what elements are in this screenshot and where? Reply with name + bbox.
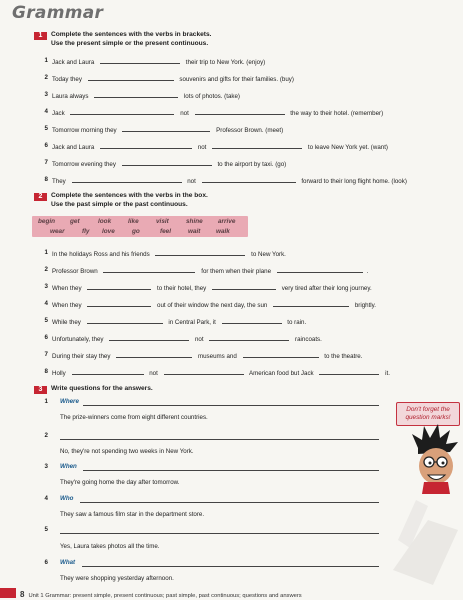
answer-blank[interactable]	[87, 283, 151, 290]
verb-word-box	[32, 216, 248, 237]
item-text: not	[194, 336, 204, 343]
item-number: 3	[44, 283, 48, 290]
item-number: 2	[44, 432, 48, 439]
answer-blank[interactable]	[72, 368, 144, 375]
item-text: to the airport by taxi. (go)	[217, 161, 287, 168]
item-text: Jack and Laura	[52, 144, 95, 151]
ex1-item-7	[40, 159, 286, 169]
item-text: When they	[52, 285, 82, 292]
answer-text: They were shopping yesterday afternoon.	[60, 575, 174, 582]
item-text: not	[149, 370, 158, 377]
footer-text: Unit 1 Grammar: present simple, present continuous; past simple, past continuous; questions and answers	[28, 593, 302, 599]
item-number: 2	[44, 266, 48, 273]
ex2-item-5	[40, 317, 306, 327]
answer-blank[interactable]	[70, 108, 174, 115]
box-word: like	[128, 218, 139, 225]
item-text: museums and	[197, 353, 237, 360]
question-line[interactable]	[82, 566, 379, 567]
page-title: Grammar	[12, 3, 104, 23]
exercise-2-instruction-2: Use the past simple or the past continuous.	[51, 200, 188, 208]
question-line[interactable]	[80, 502, 379, 503]
question-line[interactable]	[60, 533, 379, 534]
item-number: 1	[44, 249, 48, 256]
exercise-1-instruction-1: Complete the sentences with the verbs in brackets.	[51, 31, 212, 38]
item-text: Professor Brown	[52, 268, 98, 275]
item-number: 6	[44, 559, 48, 566]
answer-blank[interactable]	[100, 57, 180, 64]
answer-blank[interactable]	[122, 125, 210, 132]
question-word: Who	[60, 495, 74, 502]
answer-blank[interactable]	[116, 351, 192, 358]
answer-blank[interactable]	[103, 266, 195, 273]
answer-text: No, they're not spending two weeks in New York.	[60, 448, 194, 455]
item-text: Holly	[52, 370, 66, 377]
item-text: to leave New York yet. (want)	[307, 144, 388, 151]
box-word: begin	[38, 218, 56, 225]
footer-marker	[0, 588, 16, 598]
box-word: go	[132, 228, 140, 235]
answer-blank[interactable]	[209, 334, 289, 341]
answer-text: They're going home the day after tomorrow.	[60, 479, 180, 486]
exercise-1-instruction-2: Use the present simple or the present continuous.	[51, 39, 209, 47]
answer-blank[interactable]	[273, 300, 349, 307]
item-number: 8	[44, 368, 48, 375]
item-number: 6	[44, 142, 48, 149]
answer-blank[interactable]	[212, 142, 302, 149]
item-text: very tired after their long journey.	[281, 285, 372, 292]
item-number: 7	[44, 351, 48, 358]
item-number: 6	[44, 334, 48, 341]
ex2-item-1	[40, 249, 286, 259]
answer-blank[interactable]	[109, 334, 189, 341]
box-word: get	[70, 218, 80, 225]
question-line[interactable]	[83, 470, 379, 471]
answer-text: Yes, Laura takes photos all the time.	[60, 543, 160, 550]
item-number: 1	[44, 57, 48, 64]
ex2-item-6	[40, 334, 322, 344]
ex2-item-3	[40, 283, 372, 293]
item-number: 2	[44, 74, 48, 81]
ex1-item-5	[40, 125, 283, 135]
ex1-item-6	[40, 142, 388, 152]
item-text: for them when their plane	[201, 268, 272, 275]
item-text: their trip to New York. (enjoy)	[185, 59, 266, 66]
item-text: brightly.	[354, 302, 377, 309]
question-line[interactable]	[83, 405, 379, 406]
item-text: During their stay they	[52, 353, 111, 360]
box-word: love	[102, 228, 115, 235]
answer-blank[interactable]	[243, 351, 319, 358]
item-text: to rain.	[287, 319, 307, 326]
exercise-2-heading	[51, 192, 208, 209]
exercise-3-heading: Write questions for the answers.	[51, 385, 153, 392]
ex1-item-1	[40, 57, 265, 67]
answer-blank[interactable]	[277, 266, 363, 273]
box-word: wear	[50, 228, 65, 235]
answer-blank[interactable]	[202, 176, 296, 183]
page-footer	[20, 590, 302, 599]
page-number: 8	[20, 590, 25, 599]
exercise-1-heading	[51, 31, 212, 48]
ex2-item-8	[40, 368, 390, 378]
item-number: 4	[44, 495, 48, 502]
answer-blank[interactable]	[100, 142, 192, 149]
item-text: Tomorrow morning they	[52, 127, 117, 134]
item-text: Today they	[52, 76, 82, 83]
item-text: American food but Jack	[248, 370, 314, 377]
answer-text: The prize-winners come from eight different countries.	[60, 414, 208, 421]
question-word: When	[60, 463, 77, 470]
item-number: 1	[44, 398, 48, 405]
answer-blank[interactable]	[164, 368, 244, 375]
exercise-2-instruction-1: Complete the sentences with the verbs in the box.	[51, 192, 208, 199]
box-word: fly	[82, 228, 90, 235]
question-line[interactable]	[60, 439, 379, 440]
ex1-item-3	[40, 91, 240, 101]
ex1-item-2	[40, 74, 294, 84]
item-text: Laura always	[52, 93, 89, 100]
box-word: feel	[160, 228, 172, 235]
item-number: 7	[44, 159, 48, 166]
item-text: out of their window the next day, the sun	[157, 302, 268, 309]
answer-blank[interactable]	[87, 317, 163, 324]
item-number: 5	[44, 526, 48, 533]
ex2-item-7	[40, 351, 362, 361]
ex2-item-4	[40, 300, 376, 310]
box-word: arrive	[218, 218, 236, 225]
ex2-item-2	[40, 266, 368, 276]
box-word: look	[98, 218, 112, 225]
answer-blank[interactable]	[222, 317, 282, 324]
exercise-3-badge: 3	[34, 386, 47, 394]
item-text: Jack	[52, 110, 65, 117]
item-text: it.	[385, 370, 390, 377]
answer-blank[interactable]	[87, 300, 151, 307]
item-text: souvenirs and gifts for their families. (buy)	[179, 76, 294, 83]
item-text: to the theatre.	[324, 353, 363, 360]
item-text: While they	[52, 319, 81, 326]
tip-speech-bubble: Don't forget the question marks!	[396, 402, 460, 426]
question-word: Where	[60, 398, 79, 405]
answer-blank[interactable]	[122, 159, 212, 166]
answer-blank[interactable]	[155, 249, 245, 256]
item-number: 5	[44, 317, 48, 324]
item-number: 4	[44, 108, 48, 115]
answer-text: They saw a famous film star in the department store.	[60, 511, 205, 518]
answer-blank[interactable]	[88, 74, 174, 81]
item-text: not	[180, 110, 189, 117]
item-text: forward to their long flight home. (look)	[301, 178, 407, 185]
item-text: They	[52, 178, 66, 185]
box-word: visit	[156, 218, 169, 225]
item-number: 3	[44, 463, 48, 470]
ex1-item-8	[40, 176, 407, 186]
item-text: lots of photos. (take)	[183, 93, 240, 100]
item-text: .	[366, 268, 369, 275]
exercise-1-badge: 1	[34, 32, 47, 40]
item-text: Unfortunately, they	[52, 336, 104, 343]
box-word: shine	[186, 218, 203, 225]
item-number: 4	[44, 300, 48, 307]
item-text: When they	[52, 302, 82, 309]
item-number: 8	[44, 176, 48, 183]
item-text: in Central Park, it	[168, 319, 216, 326]
answer-blank[interactable]	[94, 91, 178, 98]
exercise-2-badge: 2	[34, 193, 47, 201]
item-text: Tomorrow evening they	[52, 161, 116, 168]
box-word: wait	[188, 228, 201, 235]
item-text: to New York.	[251, 251, 286, 258]
item-number: 3	[44, 91, 48, 98]
item-text: In the holidays Ross and his friends	[52, 251, 150, 258]
ex1-item-4	[40, 108, 383, 118]
answer-blank[interactable]	[319, 368, 379, 375]
item-text: to their hotel, they	[157, 285, 207, 292]
question-word: What	[60, 559, 76, 566]
item-text: not	[197, 144, 207, 151]
item-text: the way to their hotel. (remember)	[290, 110, 384, 117]
answer-blank[interactable]	[212, 283, 276, 290]
item-text: not	[187, 178, 196, 185]
item-text: Professor Brown. (meet)	[216, 127, 284, 134]
answer-blank[interactable]	[72, 176, 182, 183]
item-text: raincoats.	[295, 336, 322, 343]
item-text: Jack and Laura	[52, 59, 95, 66]
item-number: 5	[44, 125, 48, 132]
answer-blank[interactable]	[195, 108, 285, 115]
cartoon-character-illustration	[388, 420, 463, 590]
box-word: walk	[216, 228, 230, 235]
